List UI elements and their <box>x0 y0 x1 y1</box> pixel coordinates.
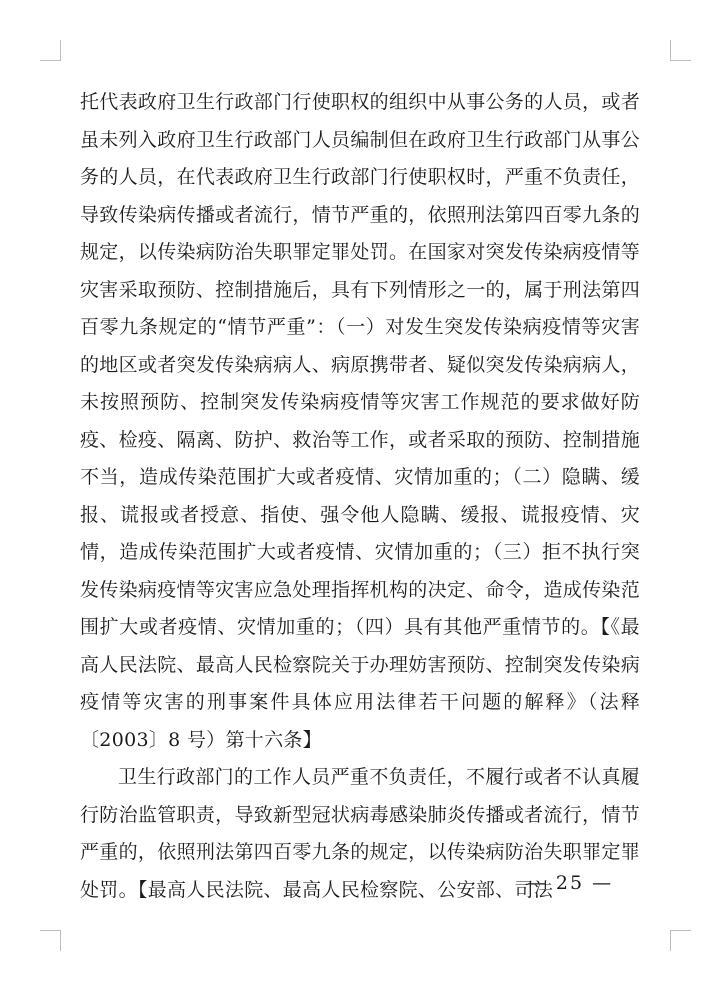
paragraph-2: 卫生行政部门的工作人员严重不负责任，不履行或者不认真履行防治监管职责，导致新型冠状病毒感染肺炎传播或者流行，情节严重的，依照刑法第四百零九条的规定，以传染病防治失职罪定罪处罚。【最高人民法院、最高人民检察院、公安部、司法 <box>80 766 640 901</box>
crop-mark-bottom-right <box>670 930 691 951</box>
document-body <box>80 84 640 909</box>
crop-mark-bottom-left <box>40 930 61 951</box>
paragraph-1: 托代表政府卫生行政部门行使职权的组织中从事公务的人员，或者虽未列入政府卫生行政部门人员编制但在政府卫生行政部门从事公务的人员，在代表政府卫生行政部门行使职权时，严重不负责任，导致传染病传播或者流行，情节严重的，依照刑法第四百零九条的规定，以传染病防治失职罪定罪处罚。在国家对突发传染病疫情等灾害采取预防、控制措施后，具有下列情形之一的，属于刑法第四百零九条规定的“情节严重”：（一）对发生突发传染病疫情等灾害的地区或者突发传染病病人、病原携带者、疑似突发传染病病人，未按照预防、控制突发传染病疫情等灾害工作规范的要求做好防疫、检疫、隔离、防护、救治等工作，或者采取的预防、控制措施不当，造成传染范围扩大或者疫情、灾情加重的；（二）隐瞒、缓报、谎报或者授意、指使、强令他人隐瞒、缓报、谎报疫情、灾情，造成传染范围扩大或者疫情、灾情加重的；（三）拒不执行突发传染病疫情等灾害应急处理指挥机构的决定、命令，造成传染范围扩大或者疫情、灾情加重的；（四）具有其他严重情节的。【《最高人民法院、最高人民检察院关于办理妨害预防、控制突发传染病疫情等灾害的刑事案件具体应用法律若干问题的解释》（法释〔2003〕8 号）第十六条】 <box>80 91 640 751</box>
page-number: — 25 — <box>526 872 614 894</box>
crop-mark-top-left <box>40 40 61 61</box>
crop-mark-top-right <box>670 40 691 61</box>
